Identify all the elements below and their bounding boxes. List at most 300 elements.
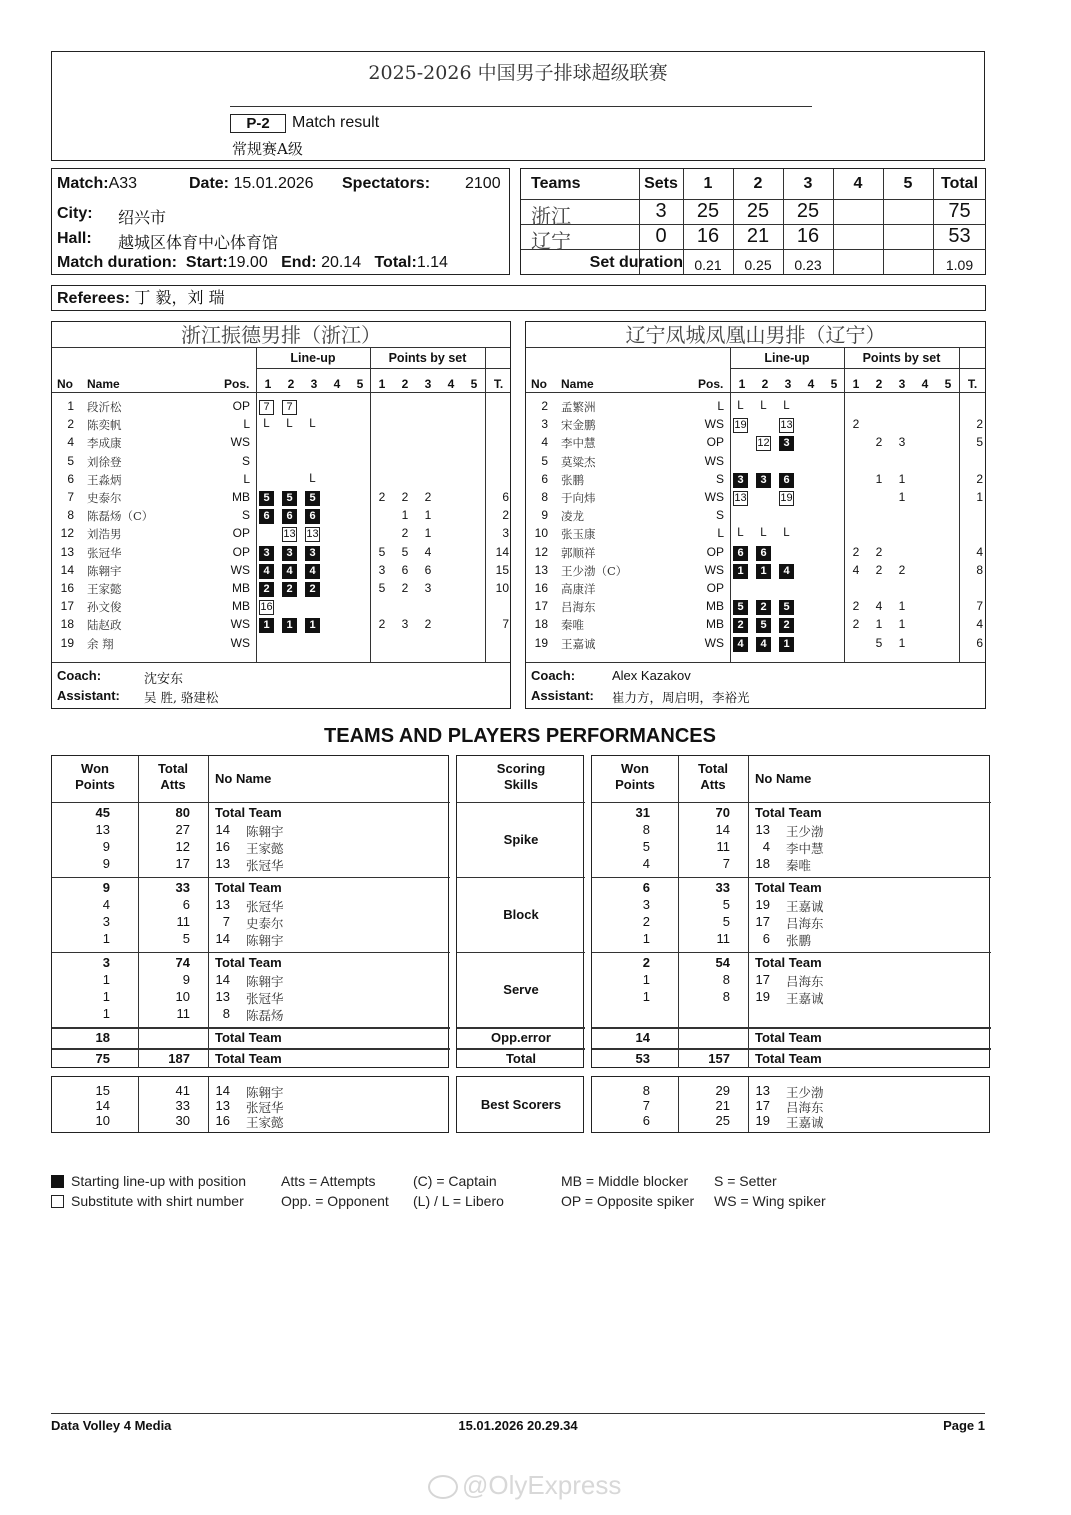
points-by-set: 2	[424, 490, 432, 504]
lineup-sub-box: 12	[757, 437, 770, 450]
set-duration-value: 0.21	[694, 257, 722, 273]
player-name: 王嘉诚	[786, 899, 824, 914]
player-number: 2	[67, 417, 74, 432]
lineup-start-box: 6	[259, 509, 274, 524]
player-name: 吕海东	[786, 974, 824, 989]
perf-row-line	[52, 952, 450, 953]
player-name: 张鹏	[786, 933, 812, 948]
player-name: 陈翱宇	[246, 933, 284, 948]
won-points: 6	[642, 1113, 650, 1128]
lineup-start-box: 1	[733, 564, 748, 579]
legend-s: S = Setter	[714, 1173, 777, 1189]
perf-row-line	[457, 1027, 585, 1029]
player-number: 8	[222, 1006, 230, 1021]
score-header: Sets	[644, 175, 678, 192]
total-atts: 29	[715, 1083, 730, 1098]
player-name: 王嘉诚	[786, 1115, 824, 1130]
won-points: 4	[642, 856, 650, 871]
lineup-libero: L	[737, 400, 744, 412]
player-number: 16	[215, 839, 230, 854]
points-set-header: 1	[852, 377, 860, 391]
score-value: 25	[796, 200, 820, 222]
points-by-set: 2	[401, 490, 409, 504]
points-by-set: 4	[424, 544, 432, 559]
total-atts: 5	[722, 897, 730, 912]
points-by-set: 5	[378, 544, 386, 559]
team-name: 浙江振德男排（浙江）	[181, 323, 381, 347]
player-name: 王家懿	[246, 841, 284, 856]
weibo-icon	[428, 1475, 458, 1499]
lineup-sub-box: 7	[259, 400, 274, 415]
score-header: 5	[903, 175, 913, 192]
set-duration-value: 0.23	[794, 257, 822, 273]
player-number: 19	[755, 897, 770, 912]
player-number: 4	[762, 839, 770, 854]
perf-row-line	[592, 1048, 991, 1050]
score-value: 3	[655, 200, 667, 222]
player-number: 17	[534, 599, 548, 614]
lineup-start-box: 1	[756, 564, 771, 579]
lineup-set-header: 3	[784, 377, 792, 391]
lineup-set-header: 5	[356, 377, 364, 391]
header-rule	[230, 106, 812, 107]
won-points: 9	[102, 839, 110, 854]
points-total: 2	[502, 508, 509, 523]
points-set-header: 5	[470, 377, 478, 391]
player-position: WS	[704, 490, 724, 504]
won-points: 7	[642, 1098, 650, 1113]
lineup-header: Line-up	[290, 351, 336, 365]
player-number: 14	[215, 972, 230, 987]
player-number: 13	[215, 1098, 230, 1113]
player-number: 13	[755, 1083, 770, 1098]
score-header: 3	[803, 175, 813, 192]
player-number: 19	[60, 635, 74, 650]
lineup-libero: L	[783, 400, 790, 412]
best-scorers-label-box	[456, 1076, 584, 1133]
lineup-libero: L	[783, 527, 790, 540]
footer-right: Page 1	[943, 1418, 985, 1433]
lineup-libero: L	[309, 472, 316, 485]
points-by-set: 1	[875, 617, 883, 632]
lineup-sub-box: 7	[282, 400, 297, 415]
perf-row-line	[592, 802, 991, 803]
score-row-line	[521, 249, 986, 250]
won-points: 9	[102, 856, 110, 871]
won-points: 1	[642, 989, 650, 1004]
total-team-label: Total Team	[215, 880, 282, 895]
player-name: 凌龙	[561, 509, 584, 524]
best-scorers-label: Best Scorers	[480, 1097, 562, 1112]
player-position: OP	[232, 544, 250, 559]
lineup-start-box: 3	[282, 546, 297, 561]
skills-header: Scoring	[496, 761, 546, 776]
referees-box	[51, 285, 986, 311]
lineup-start-box: 4	[282, 564, 297, 579]
player-number: 13	[215, 897, 230, 912]
player-name: 张冠华	[87, 545, 122, 560]
player-number: 17	[755, 972, 770, 987]
player-number: 13	[215, 989, 230, 1004]
won-points: 1	[102, 1006, 110, 1021]
points-by-set: 3	[898, 435, 906, 450]
set-duration-label: Set duration	[589, 254, 683, 271]
legend-captain: (C) = Captain	[413, 1173, 497, 1189]
won-points: 6	[642, 880, 650, 895]
player-position: S	[715, 508, 724, 523]
total-team-label: Total Team	[755, 955, 822, 970]
player-name: 王淼炳	[87, 472, 122, 487]
legend-sub-square	[51, 1195, 64, 1208]
legend-mb: MB = Middle blocker	[561, 1173, 689, 1189]
player-name: 陈翱宇	[246, 974, 284, 989]
player-name: 张冠华	[246, 858, 284, 873]
points-set-header: 2	[875, 377, 883, 391]
noname-header: No Name	[215, 771, 272, 786]
lineup-libero: L	[760, 400, 767, 412]
perf-col-line	[748, 1077, 749, 1132]
lineup-set-header: 2	[287, 377, 295, 391]
player-number: 14	[215, 931, 230, 946]
player-name: 陈磊炀	[246, 1008, 284, 1023]
total-team-label: Total Team	[755, 1051, 822, 1066]
skill-label: Serve	[503, 982, 539, 997]
skill-label: Spike	[503, 832, 539, 847]
lineup-start-box: 3	[756, 473, 771, 488]
assistant-label: Assistant:	[57, 688, 120, 703]
won-points: 5	[642, 839, 650, 854]
lineup-start-box: 2	[282, 582, 297, 597]
won-header: Points	[615, 777, 655, 792]
player-number: 18	[60, 617, 74, 632]
player-position: WS	[230, 617, 250, 632]
player-number: 12	[534, 544, 548, 559]
points-by-set: 4	[875, 599, 883, 614]
total-atts: 33	[175, 880, 190, 895]
lineup-sub-box: 13	[283, 528, 296, 541]
phase: 常规赛A级	[232, 140, 303, 158]
points-by-set: 1	[898, 471, 906, 486]
total-atts: 5	[722, 914, 730, 929]
coach-label: Coach:	[531, 668, 576, 683]
won-points: 2	[642, 914, 650, 929]
won-points: 14	[95, 1098, 110, 1113]
total-atts: 11	[176, 914, 190, 929]
lineup-start-box: 6	[733, 546, 748, 561]
points-total: 15	[495, 562, 509, 577]
player-name: 陈翱宇	[87, 563, 122, 578]
lineup-sub-box: 19	[780, 492, 793, 504]
player-name: 李中慧	[786, 841, 824, 856]
spectators: 2100	[465, 175, 501, 192]
score-header: 4	[853, 175, 863, 192]
won-points: 3	[642, 897, 650, 912]
points-total: 7	[976, 599, 983, 614]
match-duration: Match duration: Start:19.00 End: 20.14 Total:1.14	[57, 254, 448, 271]
roster-line	[52, 392, 510, 393]
points-by-set: 1	[898, 635, 906, 650]
score-value: 16	[696, 225, 720, 247]
score-box	[520, 168, 986, 275]
player-number: 4	[67, 435, 74, 450]
player-name: 陈磊炀（C）	[87, 509, 154, 524]
lineup-start-box: 5	[779, 600, 794, 615]
performance-title: TEAMS AND PLAYERS PERFORMANCES	[324, 725, 716, 747]
player-name: 李成康	[87, 436, 122, 451]
player-number: 4	[541, 435, 548, 450]
points-total: 1	[976, 490, 983, 504]
score-value: 25	[746, 200, 770, 222]
points-set-header: 5	[944, 377, 952, 391]
won-points: 18	[95, 1030, 110, 1045]
player-position: WS	[704, 417, 724, 432]
player-number: 14	[60, 562, 74, 577]
lineup-sub-box: 13	[306, 528, 319, 541]
lineup-start-box: 6	[756, 546, 771, 561]
player-name: 王少渤	[786, 824, 824, 839]
player-name: 王嘉诚	[786, 991, 824, 1006]
total-atts: 70	[715, 805, 730, 820]
player-name: 陈奕帆	[87, 418, 122, 433]
won-points: 1	[642, 931, 650, 946]
perf-row-line	[592, 877, 991, 878]
name-header: Name	[561, 377, 594, 391]
player-name: 吕海东	[786, 916, 824, 931]
total-atts: 17	[175, 856, 190, 871]
perf-row-line	[592, 952, 991, 953]
player-number: 8	[541, 490, 548, 504]
player-number: 1	[67, 399, 74, 413]
best-scorers-b	[591, 1076, 990, 1133]
points-by-set: 2	[898, 562, 906, 577]
total-atts: 11	[176, 1006, 190, 1021]
skill-label: Total	[505, 1051, 537, 1066]
lineup-set-header: 5	[830, 377, 838, 391]
player-number: 5	[67, 453, 74, 468]
player-position: L	[717, 526, 724, 541]
lineup-start-box: 1	[259, 618, 274, 633]
player-number: 14	[215, 822, 230, 837]
roster-line	[256, 368, 510, 369]
score-team-name: 浙江	[531, 204, 571, 228]
won-points: 45	[95, 805, 110, 820]
total-team-label: Total Team	[215, 1030, 282, 1045]
atts-header: Atts	[160, 777, 186, 792]
player-name: 刘徐登	[87, 454, 122, 469]
points-by-set: 6	[401, 562, 409, 577]
player-position: WS	[704, 562, 724, 577]
won-points: 1	[102, 931, 110, 946]
player-number: 10	[534, 526, 548, 541]
points-by-set: 2	[875, 562, 883, 577]
player-position: MB	[706, 617, 724, 632]
player-number: 16	[60, 581, 74, 595]
points-by-set: 2	[875, 544, 883, 559]
perf-row-line	[457, 1048, 585, 1050]
points-by-set: 2	[378, 617, 386, 632]
total-team-label: Total Team	[215, 805, 282, 820]
total-team-label: Total Team	[215, 1051, 282, 1066]
roster-col-line	[370, 347, 371, 662]
footer-center: 15.01.2026 20.29.34	[458, 1418, 578, 1433]
total-header: T.	[493, 377, 504, 391]
won-points: 31	[635, 805, 650, 820]
points-set-header: 3	[424, 377, 432, 391]
player-position: WS	[230, 435, 250, 450]
page-title: 2025-2026 中国男子排球超级联赛	[368, 62, 668, 84]
player-name: 孙文俊	[87, 600, 122, 615]
perf-row-line	[457, 952, 585, 953]
lineup-set-header: 1	[738, 377, 746, 391]
lineup-sub-box: 13	[734, 492, 747, 504]
total-atts: 33	[175, 1098, 190, 1113]
player-name: 史泰尔	[246, 916, 284, 931]
score-header: 1	[703, 175, 713, 192]
score-team-name: 辽宁	[531, 229, 571, 253]
points-by-set: 3	[401, 617, 409, 632]
player-position: S	[715, 471, 724, 486]
player-number: 13	[60, 544, 74, 559]
points-by-set: 3	[378, 562, 386, 577]
referees-names: 丁 毅，刘 瑞	[134, 288, 225, 307]
points-set-header: 1	[378, 377, 386, 391]
lineup-start-box: 3	[305, 546, 320, 561]
player-name: 段沂松	[87, 400, 122, 414]
won-points: 8	[642, 1083, 650, 1098]
lineup-libero: L	[760, 527, 767, 540]
player-number: 17	[755, 1098, 770, 1113]
player-position: L	[243, 471, 250, 486]
points-total: 4	[976, 544, 983, 559]
spectators-label: Spectators:	[342, 175, 431, 192]
player-number: 19	[755, 1113, 770, 1128]
player-name: 余 翔	[87, 636, 114, 651]
player-number: 19	[755, 989, 770, 1004]
total-atts: 11	[716, 839, 730, 854]
referees-label: Referees:	[57, 290, 130, 307]
header-box	[51, 51, 985, 161]
won-points: 53	[635, 1051, 650, 1066]
player-name: 王家懿	[87, 582, 122, 596]
roster-col-line	[485, 347, 486, 662]
pos-header: Pos.	[698, 377, 724, 391]
team-b-roster	[525, 321, 986, 709]
total-atts: 157	[708, 1051, 730, 1066]
total-atts: 74	[175, 955, 190, 970]
roster-line	[730, 368, 985, 369]
team-name: 辽宁凤城凤凰山男排（辽宁）	[625, 323, 886, 347]
lineup-set-header: 4	[333, 377, 341, 391]
roster-line	[526, 347, 985, 348]
hall: 越城区体育中心体育馆	[118, 233, 279, 252]
won-points: 1	[102, 989, 110, 1004]
points-by-set: 1	[875, 471, 883, 486]
points-by-set: 5	[378, 581, 386, 595]
city: 绍兴市	[118, 208, 167, 227]
hall-label: Hall:	[57, 230, 92, 247]
lineup-libero: L	[286, 418, 293, 431]
player-number: 3	[541, 417, 548, 432]
lineup-start-box: 1	[282, 618, 297, 633]
total-team-label: Total Team	[755, 1030, 822, 1045]
team-b-performance	[591, 755, 990, 1068]
score-value: 75	[948, 200, 971, 222]
player-position: WS	[704, 453, 724, 468]
player-name: 秦唯	[561, 618, 584, 633]
lineup-start-box: 2	[779, 618, 794, 633]
won-points: 75	[95, 1051, 110, 1066]
lineup-sub-box: 19	[734, 419, 747, 432]
won-points: 9	[102, 880, 110, 895]
lineup-start-box: 4	[259, 564, 274, 579]
player-position: MB	[706, 599, 724, 614]
player-name: 陆赵政	[87, 618, 122, 633]
total-atts: 8	[722, 972, 730, 987]
total-atts: 33	[715, 880, 730, 895]
skills-header: Skills	[504, 777, 538, 792]
points-by-set: 1	[898, 599, 906, 614]
player-name: 孟繁洲	[561, 400, 596, 414]
name-header: Name	[87, 377, 120, 391]
total-atts: 9	[182, 972, 190, 987]
player-number: 6	[541, 471, 548, 486]
won-points: 14	[635, 1030, 650, 1045]
total-atts: 27	[175, 822, 190, 837]
perf-row-line	[52, 1048, 450, 1050]
player-number: 13	[215, 856, 230, 871]
lineup-set-header: 4	[807, 377, 815, 391]
legend-op: OP = Opposite spiker	[561, 1193, 695, 1209]
player-name: 史泰尔	[87, 491, 122, 505]
points-total: 7	[502, 617, 509, 632]
lineup-start-box: 3	[733, 473, 748, 488]
atts-header: Total	[697, 761, 729, 776]
player-name: 王少渤	[786, 1085, 824, 1100]
player-name: 李中慧	[561, 436, 596, 451]
player-position: OP	[232, 526, 250, 541]
coach-label: Coach:	[57, 668, 102, 683]
score-header: Teams	[531, 175, 581, 192]
total-atts: 25	[715, 1113, 730, 1128]
points-total: 2	[976, 471, 983, 486]
total-atts: 54	[715, 955, 730, 970]
perf-row-line	[457, 802, 585, 803]
lineup-start-box: 1	[779, 637, 794, 652]
player-name: 陈翱宇	[246, 824, 284, 839]
roster-col-line	[844, 347, 845, 662]
player-name: 张冠华	[246, 991, 284, 1006]
points-total: 5	[976, 435, 983, 450]
lineup-start-box: 5	[282, 491, 297, 506]
team-a-roster	[51, 321, 511, 709]
points-by-set: 2	[401, 581, 409, 595]
perf-row-line	[52, 877, 450, 878]
points-set-header: 2	[401, 377, 409, 391]
score-value: 21	[746, 225, 770, 247]
lineup-start-box: 4	[305, 564, 320, 579]
team-a-performance	[51, 755, 449, 1068]
atts-header: Total	[157, 761, 189, 776]
player-position: S	[241, 508, 250, 523]
player-name: 宋金鹏	[561, 418, 596, 433]
lineup-sub-box: 16	[260, 601, 273, 614]
player-number: 2	[541, 399, 548, 413]
points-by-set: 2	[875, 435, 883, 450]
points-total: 2	[976, 417, 983, 432]
legend-atts: Atts = Attempts	[281, 1173, 376, 1189]
player-name: 张玉康	[561, 527, 596, 542]
points-by-set: 1	[424, 526, 432, 541]
